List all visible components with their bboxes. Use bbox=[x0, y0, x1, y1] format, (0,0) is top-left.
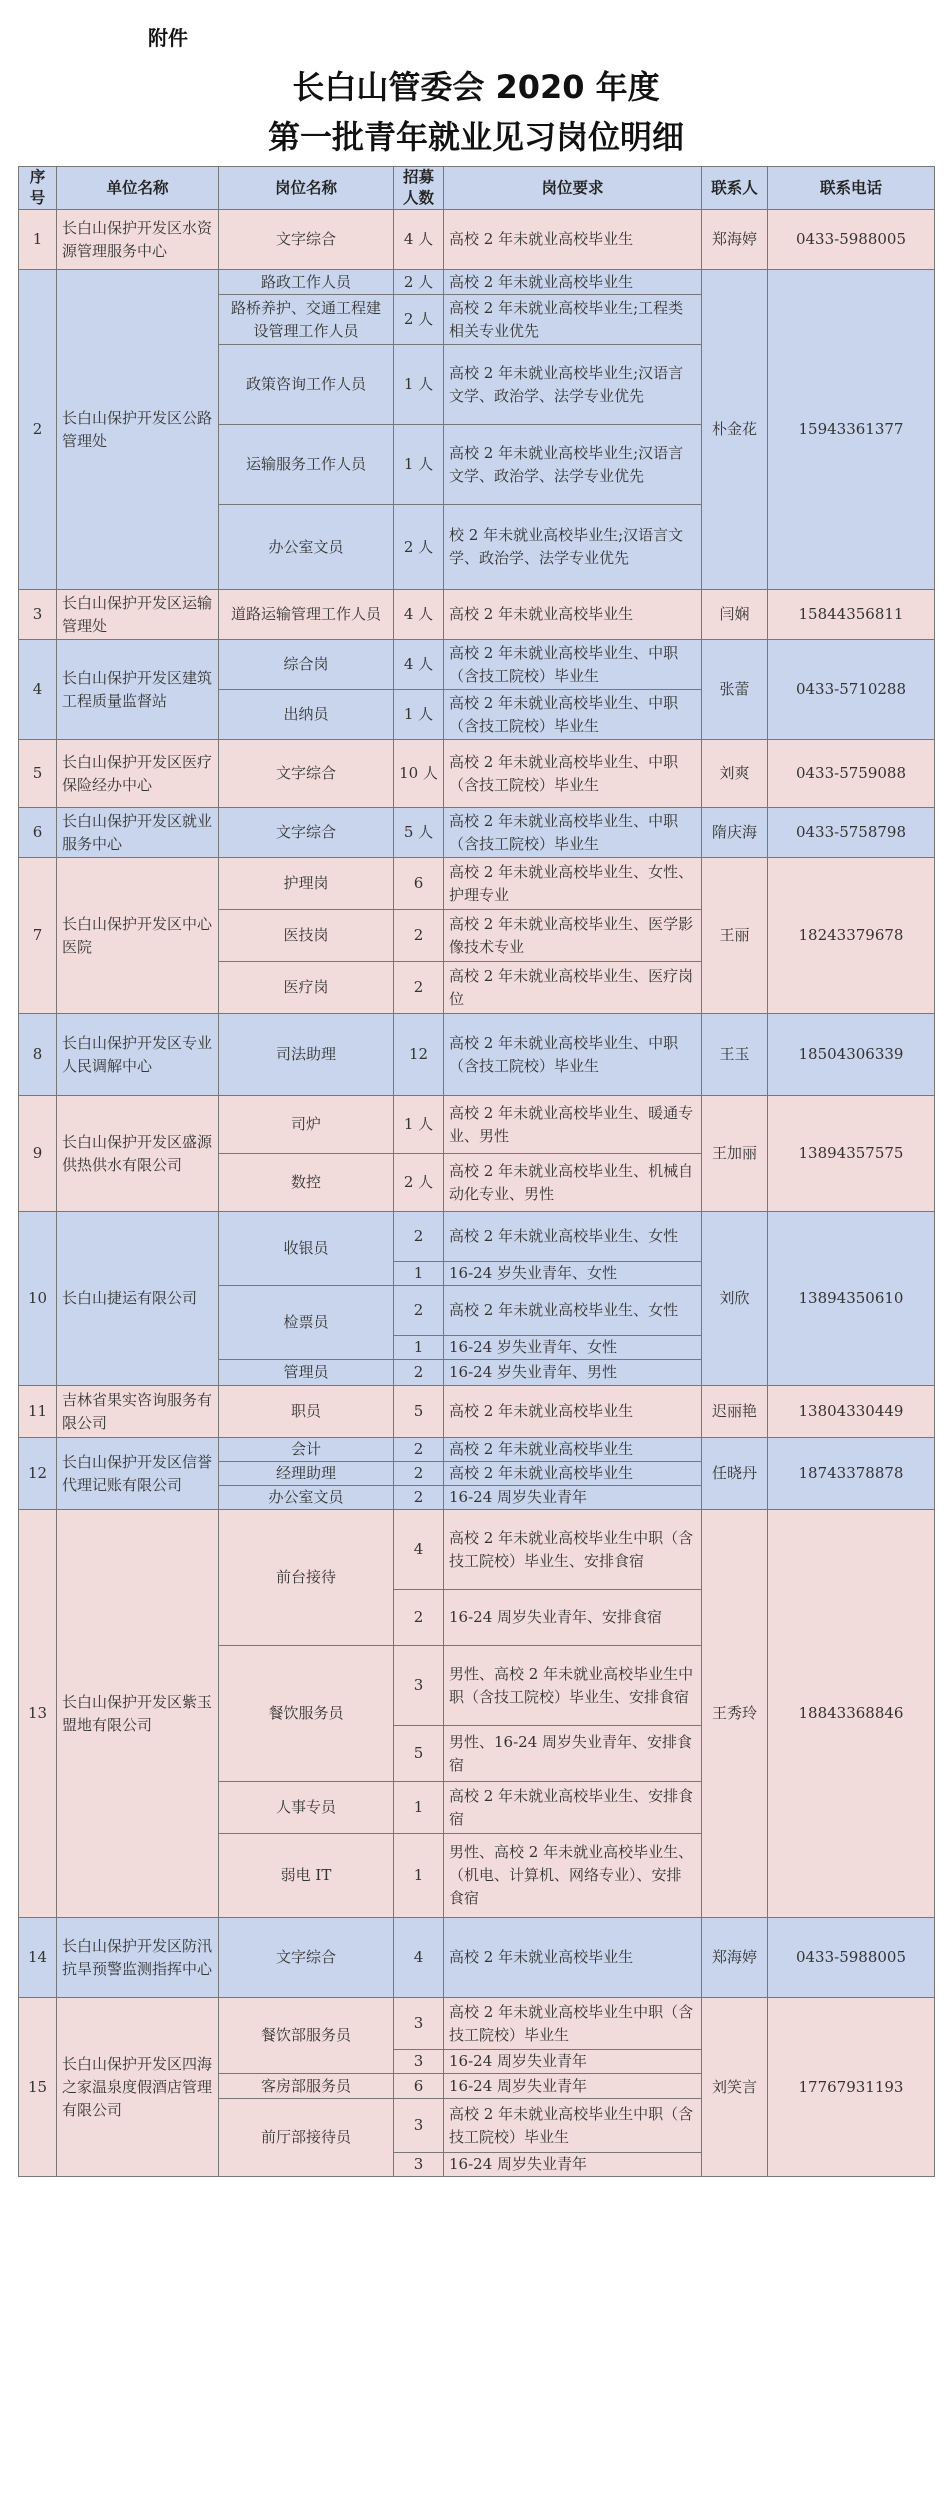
position-name: 办公室文员 bbox=[219, 505, 394, 590]
unit-seq: 10 bbox=[19, 1212, 57, 1386]
position-requirement: 16-24 周岁失业青年 bbox=[444, 1486, 702, 1510]
position-requirement: 16-24 周岁失业青年 bbox=[444, 2050, 702, 2074]
position-name: 路桥养护、交通工程建设管理工作人员 bbox=[219, 295, 394, 345]
unit-seq: 7 bbox=[19, 858, 57, 1014]
unit-seq: 12 bbox=[19, 1438, 57, 1510]
position-requirement: 16-24 岁失业青年、女性 bbox=[444, 1262, 702, 1286]
position-name: 前台接待 bbox=[219, 1510, 394, 1646]
table-row bbox=[19, 270, 935, 295]
contact-phone: 0433-5988005 bbox=[768, 210, 935, 270]
recruit-count: 4 bbox=[394, 1510, 444, 1590]
contact-person: 刘笑言 bbox=[702, 1998, 768, 2177]
contact-phone: 13894357575 bbox=[768, 1096, 935, 1212]
recruit-count: 5 bbox=[394, 1386, 444, 1438]
unit-seq: 3 bbox=[19, 590, 57, 640]
recruit-count: 10 人 bbox=[394, 740, 444, 808]
header-unit: 单位名称 bbox=[57, 167, 219, 210]
table-row bbox=[19, 740, 935, 808]
recruit-count: 3 bbox=[394, 1998, 444, 2050]
contact-person: 王玉 bbox=[702, 1014, 768, 1096]
position-requirement: 高校 2 年未就业高校毕业生 bbox=[444, 1918, 702, 1998]
recruit-count: 5 bbox=[394, 1726, 444, 1782]
position-requirement: 高校 2 年未就业高校毕业生、中职（含技工院校）毕业生 bbox=[444, 1014, 702, 1096]
recruit-count: 2 bbox=[394, 1486, 444, 1510]
contact-person: 朴金花 bbox=[702, 270, 768, 590]
recruit-count: 6 bbox=[394, 858, 444, 910]
recruit-count: 2 人 bbox=[394, 295, 444, 345]
unit-name: 长白山保护开发区中心医院 bbox=[57, 858, 219, 1014]
recruit-count: 4 人 bbox=[394, 640, 444, 690]
position-name: 道路运输管理工作人员 bbox=[219, 590, 394, 640]
table-row bbox=[19, 1918, 935, 1998]
position-requirement: 高校 2 年未就业高校毕业生中职（含技工院校）毕业生 bbox=[444, 2099, 702, 2153]
unit-name: 长白山保护开发区专业人民调解中心 bbox=[57, 1014, 219, 1096]
recruit-count: 4 人 bbox=[394, 590, 444, 640]
position-requirement: 校 2 年未就业高校毕业生;汉语言文学、政治学、法学专业优先 bbox=[444, 505, 702, 590]
contact-phone: 0433-5988005 bbox=[768, 1918, 935, 1998]
document-title-line1: 长白山管委会 2020 年度 bbox=[292, 68, 660, 106]
unit-name: 长白山保护开发区建筑工程质量监督站 bbox=[57, 640, 219, 740]
position-requirement: 高校 2 年未就业高校毕业生、医学影像技术专业 bbox=[444, 910, 702, 962]
contact-person: 刘欣 bbox=[702, 1212, 768, 1386]
position-name: 餐饮部服务员 bbox=[219, 1998, 394, 2074]
position-requirement: 高校 2 年未就业高校毕业生、暖通专业、男性 bbox=[444, 1096, 702, 1154]
position-requirement: 高校 2 年未就业高校毕业生、中职（含技工院校）毕业生 bbox=[444, 740, 702, 808]
positions-table bbox=[18, 166, 935, 2177]
position-requirement: 高校 2 年未就业高校毕业生、女性 bbox=[444, 1212, 702, 1262]
header-phone: 联系电话 bbox=[768, 167, 935, 210]
unit-seq: 14 bbox=[19, 1918, 57, 1998]
unit-seq: 6 bbox=[19, 808, 57, 858]
unit-name: 长白山保护开发区信誉代理记账有限公司 bbox=[57, 1438, 219, 1510]
unit-name: 长白山保护开发区医疗保险经办中心 bbox=[57, 740, 219, 808]
contact-person: 郑海婷 bbox=[702, 1918, 768, 1998]
position-requirement: 高校 2 年未就业高校毕业生、中职（含技工院校）毕业生 bbox=[444, 640, 702, 690]
position-requirement: 高校 2 年未就业高校毕业生、医疗岗位 bbox=[444, 962, 702, 1014]
table-row bbox=[19, 1014, 935, 1096]
position-requirement: 高校 2 年未就业高校毕业生、机械自动化专业、男性 bbox=[444, 1154, 702, 1212]
position-name: 出纳员 bbox=[219, 690, 394, 740]
contact-phone: 18243379678 bbox=[768, 858, 935, 1014]
position-name: 综合岗 bbox=[219, 640, 394, 690]
header-contact: 联系人 bbox=[702, 167, 768, 210]
recruit-count: 4 bbox=[394, 1918, 444, 1998]
unit-name: 长白山保护开发区就业服务中心 bbox=[57, 808, 219, 858]
position-name: 数控 bbox=[219, 1154, 394, 1212]
position-name: 文字综合 bbox=[219, 210, 394, 270]
position-name: 经理助理 bbox=[219, 1462, 394, 1486]
recruit-count: 2 bbox=[394, 1360, 444, 1386]
unit-seq: 5 bbox=[19, 740, 57, 808]
recruit-count: 1 bbox=[394, 1834, 444, 1918]
contact-phone: 0433-5758798 bbox=[768, 808, 935, 858]
position-requirement: 16-24 周岁失业青年 bbox=[444, 2153, 702, 2177]
table-row bbox=[19, 858, 935, 910]
unit-seq: 15 bbox=[19, 1998, 57, 2177]
position-name: 政策咨询工作人员 bbox=[219, 345, 394, 425]
recruit-count: 2 bbox=[394, 962, 444, 1014]
unit-name: 吉林省果实咨询服务有限公司 bbox=[57, 1386, 219, 1438]
position-name: 管理员 bbox=[219, 1360, 394, 1386]
position-requirement: 高校 2 年未就业高校毕业生 bbox=[444, 1462, 702, 1486]
position-name: 前厅部接待员 bbox=[219, 2099, 394, 2177]
contact-phone: 18743378878 bbox=[768, 1438, 935, 1510]
position-name: 护理岗 bbox=[219, 858, 394, 910]
unit-name: 长白山保护开发区紫玉盟地有限公司 bbox=[57, 1510, 219, 1918]
table-row bbox=[19, 1096, 935, 1154]
position-name: 医疗岗 bbox=[219, 962, 394, 1014]
recruit-count: 2 bbox=[394, 1462, 444, 1486]
recruit-count: 2 bbox=[394, 910, 444, 962]
position-name: 文字综合 bbox=[219, 808, 394, 858]
contact-phone: 17767931193 bbox=[768, 1998, 935, 2177]
recruit-count: 2 bbox=[394, 1212, 444, 1262]
recruit-count: 1 人 bbox=[394, 345, 444, 425]
position-name: 餐饮服务员 bbox=[219, 1646, 394, 1782]
position-requirement: 高校 2 年未就业高校毕业生中职（含技工院校）毕业生 bbox=[444, 1998, 702, 2050]
position-requirement: 高校 2 年未就业高校毕业生、安排食宿 bbox=[444, 1782, 702, 1834]
position-requirement: 高校 2 年未就业高校毕业生、中职（含技工院校）毕业生 bbox=[444, 690, 702, 740]
position-requirement: 高校 2 年未就业高校毕业生 bbox=[444, 1438, 702, 1462]
unit-name: 长白山保护开发区防汛抗旱预警监测指挥中心 bbox=[57, 1918, 219, 1998]
position-requirement: 高校 2 年未就业高校毕业生 bbox=[444, 210, 702, 270]
recruit-count: 2 人 bbox=[394, 270, 444, 295]
position-name: 文字综合 bbox=[219, 740, 394, 808]
recruit-count: 1 人 bbox=[394, 425, 444, 505]
table-row bbox=[19, 210, 935, 270]
position-requirement: 高校 2 年未就业高校毕业生、女性、护理专业 bbox=[444, 858, 702, 910]
document-title-line2: 第一批青年就业见习岗位明细 bbox=[267, 118, 684, 156]
recruit-count: 2 bbox=[394, 1286, 444, 1336]
position-name: 收银员 bbox=[219, 1212, 394, 1286]
contact-phone: 0433-5710288 bbox=[768, 640, 935, 740]
position-requirement: 男性、高校 2 年未就业高校毕业生中职（含技工院校）毕业生、安排食宿 bbox=[444, 1646, 702, 1726]
recruit-count: 12 bbox=[394, 1014, 444, 1096]
header-seq: 序号 bbox=[19, 167, 57, 210]
recruit-count: 2 bbox=[394, 1438, 444, 1462]
contact-person: 张蕾 bbox=[702, 640, 768, 740]
recruit-count: 1 bbox=[394, 1782, 444, 1834]
table-row bbox=[19, 640, 935, 690]
contact-person: 王丽 bbox=[702, 858, 768, 1014]
unit-seq: 2 bbox=[19, 270, 57, 590]
position-requirement: 高校 2 年未就业高校毕业生、女性 bbox=[444, 1286, 702, 1336]
contact-phone: 0433-5759088 bbox=[768, 740, 935, 808]
position-requirement: 高校 2 年未就业高校毕业生 bbox=[444, 270, 702, 295]
contact-person: 隋庆海 bbox=[702, 808, 768, 858]
position-requirement: 16-24 岁失业青年、男性 bbox=[444, 1360, 702, 1386]
position-name: 文字综合 bbox=[219, 1918, 394, 1998]
position-name: 运输服务工作人员 bbox=[219, 425, 394, 505]
table-row bbox=[19, 1438, 935, 1462]
unit-name: 长白山捷运有限公司 bbox=[57, 1212, 219, 1386]
unit-seq: 1 bbox=[19, 210, 57, 270]
unit-name: 长白山保护开发区盛源供热供水有限公司 bbox=[57, 1096, 219, 1212]
position-requirement: 男性、高校 2 年未就业高校毕业生、（机电、计算机、网络专业）、安排食宿 bbox=[444, 1834, 702, 1918]
recruit-count: 1 人 bbox=[394, 1096, 444, 1154]
table-row bbox=[19, 1998, 935, 2050]
recruit-count: 2 bbox=[394, 1590, 444, 1646]
position-name: 客房部服务员 bbox=[219, 2074, 394, 2099]
position-requirement: 高校 2 年未就业高校毕业生;汉语言文学、政治学、法学专业优先 bbox=[444, 425, 702, 505]
contact-phone: 13804330449 bbox=[768, 1386, 935, 1438]
position-name: 司法助理 bbox=[219, 1014, 394, 1096]
position-requirement: 男性、16-24 周岁失业青年、安排食宿 bbox=[444, 1726, 702, 1782]
position-requirement: 16-24 周岁失业青年 bbox=[444, 2074, 702, 2099]
unit-name: 长白山保护开发区公路管理处 bbox=[57, 270, 219, 590]
contact-person: 刘爽 bbox=[702, 740, 768, 808]
position-requirement: 高校 2 年未就业高校毕业生 bbox=[444, 1386, 702, 1438]
contact-person: 任晓丹 bbox=[702, 1438, 768, 1510]
contact-person: 郑海婷 bbox=[702, 210, 768, 270]
recruit-count: 3 bbox=[394, 1646, 444, 1726]
unit-name: 长白山保护开发区水资源管理服务中心 bbox=[57, 210, 219, 270]
recruit-count: 1 bbox=[394, 1336, 444, 1360]
position-name: 弱电 IT bbox=[219, 1834, 394, 1918]
recruit-count: 2 人 bbox=[394, 1154, 444, 1212]
recruit-count: 6 bbox=[394, 2074, 444, 2099]
position-name: 医技岗 bbox=[219, 910, 394, 962]
position-name: 司炉 bbox=[219, 1096, 394, 1154]
position-name: 会计 bbox=[219, 1438, 394, 1462]
contact-person: 王秀玲 bbox=[702, 1510, 768, 1918]
table-body bbox=[19, 210, 935, 2177]
position-requirement: 高校 2 年未就业高校毕业生;工程类相关专业优先 bbox=[444, 295, 702, 345]
position-requirement: 高校 2 年未就业高校毕业生、中职（含技工院校）毕业生 bbox=[444, 808, 702, 858]
contact-phone: 15943361377 bbox=[768, 270, 935, 590]
unit-name: 长白山保护开发区四海之家温泉度假酒店管理有限公司 bbox=[57, 1998, 219, 2177]
recruit-count: 1 人 bbox=[394, 690, 444, 740]
header-position: 岗位名称 bbox=[219, 167, 394, 210]
table-row bbox=[19, 1212, 935, 1262]
position-name: 职员 bbox=[219, 1386, 394, 1438]
recruit-count: 1 bbox=[394, 1262, 444, 1286]
position-requirement: 16-24 岁失业青年、女性 bbox=[444, 1336, 702, 1360]
recruit-count: 5 人 bbox=[394, 808, 444, 858]
header-count: 招募人数 bbox=[394, 167, 444, 210]
unit-name: 长白山保护开发区运输管理处 bbox=[57, 590, 219, 640]
table-row bbox=[19, 590, 935, 640]
position-requirement: 高校 2 年未就业高校毕业生;汉语言文学、政治学、法学专业优先 bbox=[444, 345, 702, 425]
contact-person: 闫娴 bbox=[702, 590, 768, 640]
table-row bbox=[19, 1386, 935, 1438]
position-name: 路政工作人员 bbox=[219, 270, 394, 295]
unit-seq: 8 bbox=[19, 1014, 57, 1096]
unit-seq: 9 bbox=[19, 1096, 57, 1212]
unit-seq: 13 bbox=[19, 1510, 57, 1918]
unit-seq: 11 bbox=[19, 1386, 57, 1438]
position-requirement: 16-24 周岁失业青年、安排食宿 bbox=[444, 1590, 702, 1646]
recruit-count: 3 bbox=[394, 2153, 444, 2177]
contact-phone: 18843368846 bbox=[768, 1510, 935, 1918]
table-row bbox=[19, 808, 935, 858]
position-name: 人事专员 bbox=[219, 1782, 394, 1834]
position-requirement: 高校 2 年未就业高校毕业生中职（含技工院校）毕业生、安排食宿 bbox=[444, 1510, 702, 1590]
position-name: 办公室文员 bbox=[219, 1486, 394, 1510]
contact-phone: 15844356811 bbox=[768, 590, 935, 640]
attachment-label: 附件 bbox=[148, 26, 188, 50]
recruit-count: 3 bbox=[394, 2099, 444, 2153]
table-row bbox=[19, 1510, 935, 1590]
recruit-count: 2 人 bbox=[394, 505, 444, 590]
unit-seq: 4 bbox=[19, 640, 57, 740]
contact-person: 王加丽 bbox=[702, 1096, 768, 1212]
header-requirement: 岗位要求 bbox=[444, 167, 702, 210]
recruit-count: 4 人 bbox=[394, 210, 444, 270]
position-name: 检票员 bbox=[219, 1286, 394, 1360]
contact-phone: 18504306339 bbox=[768, 1014, 935, 1096]
recruit-count: 3 bbox=[394, 2050, 444, 2074]
contact-person: 迟丽艳 bbox=[702, 1386, 768, 1438]
position-requirement: 高校 2 年未就业高校毕业生 bbox=[444, 590, 702, 640]
contact-phone: 13894350610 bbox=[768, 1212, 935, 1386]
